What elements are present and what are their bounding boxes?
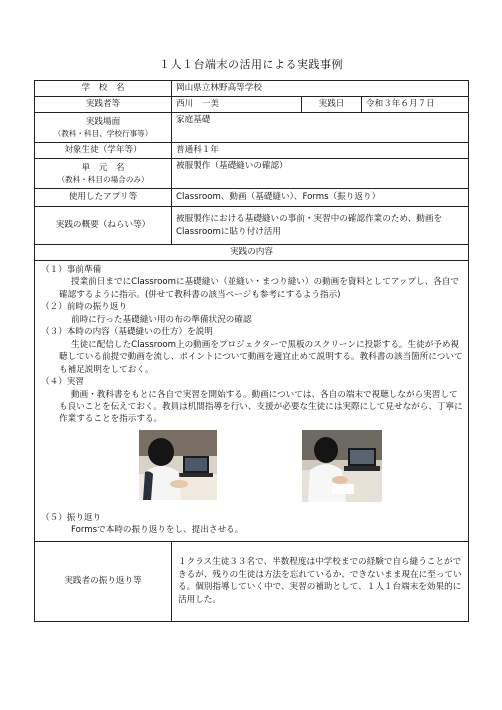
apps-label: 使用したアプリ等 bbox=[35, 189, 172, 207]
practitioner-label: 実践者等 bbox=[35, 97, 172, 113]
content-heading: 実践の内容 bbox=[35, 245, 469, 261]
section-3-body: 生徒に配信したClassroom上の動画をプロジェクターで黒板のスクリーンに投影する。生徒が予め視聴している前提で動画を流し、ポイントについて動画を適宜止めて説明する。教科書の該当箇所についても補足説明をしておく。 bbox=[59, 339, 463, 375]
classroom-photo-2 bbox=[302, 430, 382, 502]
target-value: 普通科１年 bbox=[172, 143, 469, 159]
content-body bbox=[35, 261, 469, 542]
school-value: 岡山県立林野高等学校 bbox=[172, 81, 469, 97]
photo-area bbox=[41, 430, 464, 506]
section-2-title: （２）前時の振り返り bbox=[41, 302, 127, 313]
practice-sheet bbox=[34, 80, 469, 622]
overview-value: 被服製作における基礎縫いの事前・実習中の確認作業のため、動画をClassroomに貼り付け活用 bbox=[172, 207, 469, 245]
page-title: １人１台端末の活用による実践事例 bbox=[159, 58, 343, 71]
date-label: 実践日 bbox=[302, 97, 362, 113]
unit-label: 単 元 名 bbox=[81, 162, 125, 173]
practitioner-value: 西川 一美 bbox=[172, 97, 302, 113]
section-4-body: 動画・教科書をもとに各自で実習を開始する。動画については、各自の端末で視聴しながら実習しても良いことを伝えておく。教員は机間指導を行い、支援が必要な生徒には実際にして見せながら、丁寧に作業することを指示する。 bbox=[59, 389, 463, 425]
school-label: 学 校 名 bbox=[35, 81, 172, 97]
section-1-body: 授業前日までにClassroomに基礎縫い（並縫い・まつり縫い）の動画を資料としてアップし、各自で確認するように指示。(併せて教科書の該当ページも参考にするよう指示) bbox=[59, 277, 459, 300]
unit-value: 被服製作（基礎縫いの確認） bbox=[172, 159, 469, 189]
reflection-label: 実践者の振り返り等 bbox=[35, 541, 172, 621]
target-label: 対象生徒（学年等） bbox=[35, 143, 172, 159]
unit-label-cell bbox=[35, 159, 172, 189]
reflection-value: １クラス生徒３３名で、半数程度は中学校までの経験で自ら縫うことができるが、残りの生徒は方法を忘れているか、できないまま現在に至っている。個別指導していく中で、実習の補助として、１人１台端末を効果的に活用した。 bbox=[172, 541, 469, 621]
overview-label: 実践の概要（ねらい等） bbox=[35, 207, 172, 245]
apps-value: Classroom、動画（基礎縫い）、Forms（振り返り） bbox=[172, 189, 469, 207]
date-value: 令和３年６月７日 bbox=[362, 97, 469, 113]
section-5-title: （５）振り返り bbox=[41, 512, 102, 523]
section-3-title: （３）本時の内容（基礎縫いの仕方）を説明 bbox=[41, 327, 213, 338]
section-4-title: （４）実習 bbox=[41, 377, 84, 388]
scene-label: 実践場面 bbox=[85, 116, 121, 127]
section-1-title: （１）事前準備 bbox=[41, 265, 102, 275]
section-5-body: Formsで本時の振り返りをし、提出させる。 bbox=[71, 525, 244, 536]
classroom-photo-1 bbox=[139, 430, 217, 500]
section-2-body: 前時に行った基礎縫い用の布の準備状況の確認 bbox=[71, 314, 252, 325]
scene-label-cell bbox=[35, 113, 172, 143]
scene-sublabel: （教科・科目、学校行事等） bbox=[53, 129, 153, 139]
unit-sublabel: （教科・科目の場合のみ） bbox=[57, 175, 149, 185]
scene-value: 家庭基礎 bbox=[172, 113, 469, 143]
